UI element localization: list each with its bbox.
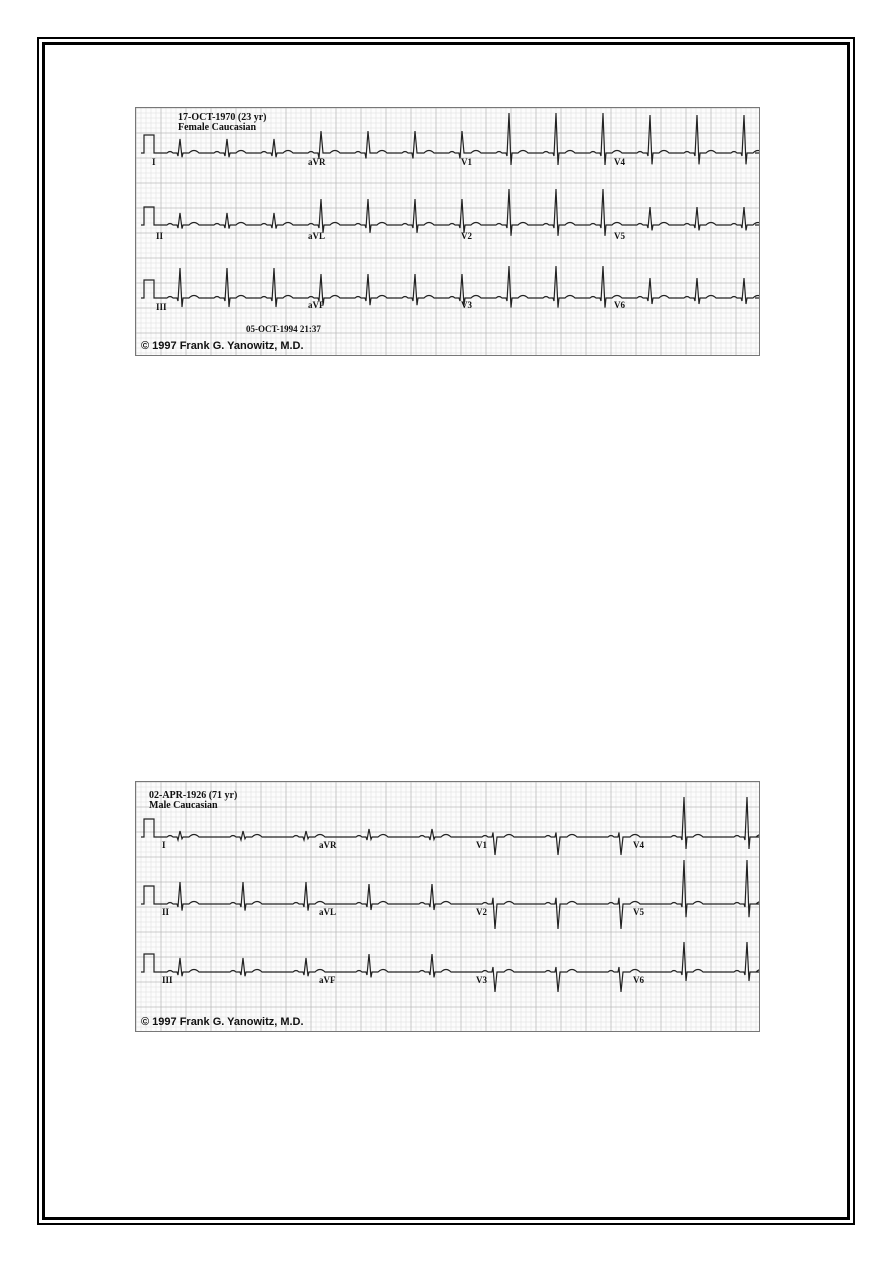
lead-label-V6: V6 — [614, 300, 625, 310]
lead-label-aVR: aVR — [319, 840, 337, 850]
lead-label-V4: V4 — [614, 157, 625, 167]
ecg-figure-female — [135, 107, 760, 356]
patient-info: Female Caucasian — [178, 122, 257, 133]
lead-label-V3: V3 — [461, 300, 472, 310]
lead-label-V4: V4 — [633, 840, 644, 850]
lead-label-V1: V1 — [461, 157, 472, 167]
ecg-figure-male — [135, 781, 760, 1032]
ecg-trace-canvas — [136, 782, 759, 1031]
lead-label-V5: V5 — [614, 231, 625, 241]
lead-label-V6: V6 — [633, 975, 644, 985]
lead-label-III: III — [156, 302, 167, 312]
lead-label-V1: V1 — [476, 840, 487, 850]
patient-dob: 17-OCT-1970 (23 yr) — [178, 112, 267, 123]
lead-label-I: I — [162, 840, 166, 850]
lead-label-II: II — [156, 231, 164, 241]
patient-dob: 02-APR-1926 (71 yr) — [149, 790, 238, 801]
ecg-header — [149, 791, 237, 811]
grid-major — [136, 782, 759, 1031]
lead-label-V2: V2 — [461, 231, 472, 241]
lead-label-II: II — [162, 907, 170, 917]
ecg-header — [178, 113, 267, 133]
lead-label-aVL: aVL — [319, 907, 337, 917]
ecg-grid — [136, 782, 759, 1031]
patient-info: Male Caucasian — [149, 800, 218, 811]
lead-label-V3: V3 — [476, 975, 487, 985]
lead-label-aVL: aVL — [308, 231, 326, 241]
copyright-notice: © 1997 Frank G. Yanowitz, M.D. — [141, 340, 304, 352]
ecg-trace-row — [141, 189, 759, 236]
grid-minor — [136, 108, 759, 355]
ecg-trace-row — [141, 860, 759, 929]
lead-label-III: III — [162, 975, 173, 985]
ecg-grid — [136, 108, 759, 355]
copyright-notice: © 1997 Frank G. Yanowitz, M.D. — [141, 1016, 304, 1028]
lead-label-aVR: aVR — [308, 157, 326, 167]
lead-label-aVF: aVF — [319, 975, 336, 985]
lead-label-aVF: aVF — [308, 300, 325, 310]
recording-timestamp: 05-OCT-1994 21:37 — [246, 324, 321, 334]
ecg-trace-row — [141, 266, 759, 308]
lead-label-V5: V5 — [633, 907, 644, 917]
lead-label-V2: V2 — [476, 907, 487, 917]
ecg-trace-canvas — [136, 108, 759, 355]
lead-label-I: I — [152, 157, 156, 167]
grid-minor — [136, 782, 759, 1031]
